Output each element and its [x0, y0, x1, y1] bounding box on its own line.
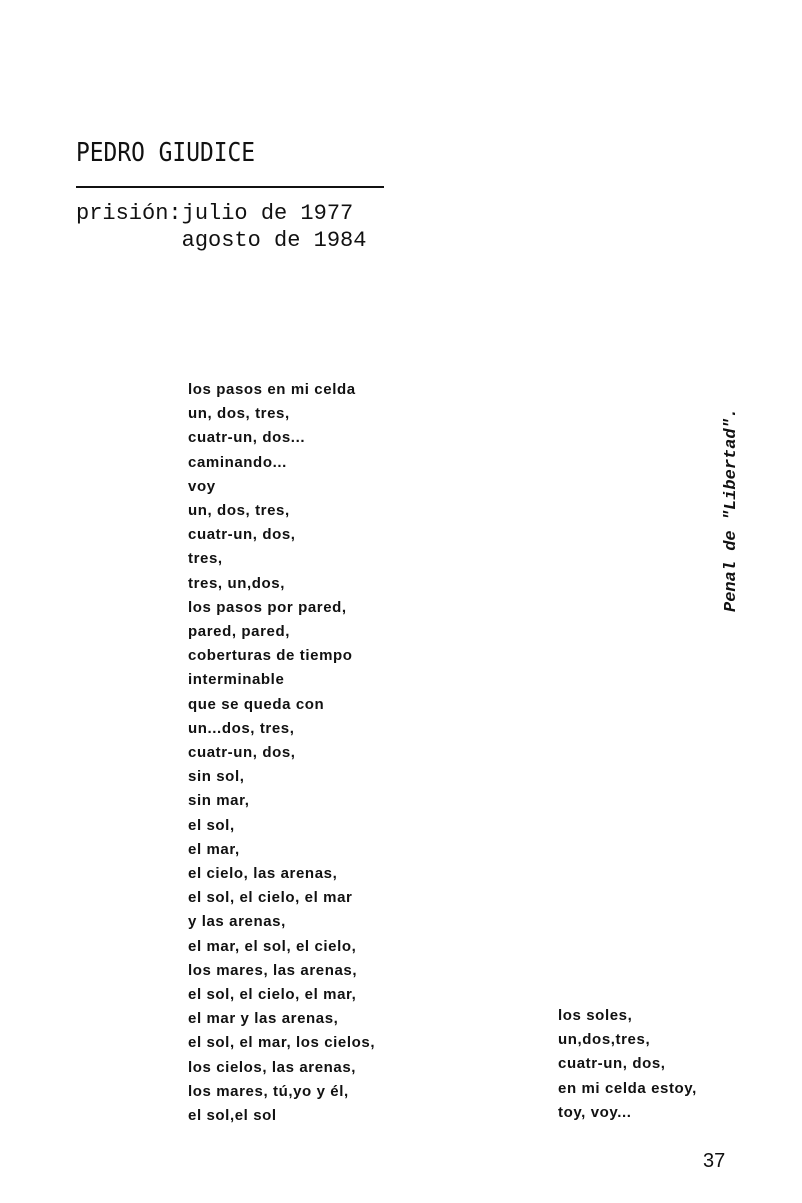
poem-line: un, dos, tres, — [188, 502, 290, 520]
poem-line: y las arenas, — [188, 913, 286, 931]
poem-body — [188, 378, 375, 1128]
poem-line: el sol, el mar, los cielos, — [188, 1034, 376, 1052]
poem-line: el mar y las arenas, — [188, 1010, 339, 1028]
poem-line: un, dos, tres, — [188, 405, 290, 423]
poem-line: en mi celda estoy, — [558, 1079, 697, 1097]
poem-line: el sol, — [188, 816, 235, 834]
poem-line: los cielos, las arenas, — [188, 1058, 357, 1076]
poem-line: cuatr-un, dos... — [188, 429, 306, 447]
poem-line: cuatr-un, dos, — [188, 744, 296, 762]
poem-line: tres, un,dos, — [188, 574, 285, 592]
prison-line-1: prisión:julio de 1977 — [76, 201, 354, 226]
poem-line: caminando... — [188, 453, 287, 471]
poem-line: cuatr-un, dos, — [188, 526, 296, 544]
poem-line: cuatr-un, dos, — [558, 1055, 666, 1073]
poem-line: que se queda con — [188, 695, 325, 713]
poem-line: un...dos, tres, — [188, 719, 295, 737]
title-rule — [76, 186, 384, 188]
poem-line: el sol, el cielo, el mar, — [188, 986, 357, 1004]
prison-dates — [76, 200, 366, 254]
page-number: 37 — [703, 1150, 726, 1172]
poem-continuation — [558, 1004, 697, 1125]
author-name: PEDRO GIUDICE — [76, 138, 256, 168]
poem-line: voy — [188, 477, 216, 495]
side-caption: Penal de "Libertad". — [722, 407, 741, 612]
poem-line: pared, pared, — [188, 623, 290, 641]
poem-line: el cielo, las arenas, — [188, 865, 338, 883]
poem-line: tres, — [188, 550, 223, 568]
poem-line: el sol,el sol — [188, 1107, 277, 1125]
poem-line: el sol, el cielo, el mar — [188, 889, 353, 907]
poem-line: sin mar, — [188, 792, 250, 810]
poem-line: un,dos,tres, — [558, 1031, 651, 1049]
poem-line: toy, voy... — [558, 1103, 632, 1121]
poem-line: los mares, tú,yo y él, — [188, 1082, 349, 1100]
poem-line: el mar, — [188, 840, 240, 858]
poem-line: los pasos por pared, — [188, 598, 347, 616]
poem-line: el mar, el sol, el cielo, — [188, 937, 357, 955]
poem-line: los mares, las arenas, — [188, 961, 358, 979]
poem-line: coberturas de tiempo — [188, 647, 353, 665]
poem-line: sin sol, — [188, 768, 245, 786]
prison-line-2: agosto de 1984 — [76, 228, 367, 253]
poem-line: los pasos en mi celda — [188, 381, 356, 398]
poem-line: interminable — [188, 671, 285, 689]
poem-line: los soles, — [558, 1007, 633, 1024]
